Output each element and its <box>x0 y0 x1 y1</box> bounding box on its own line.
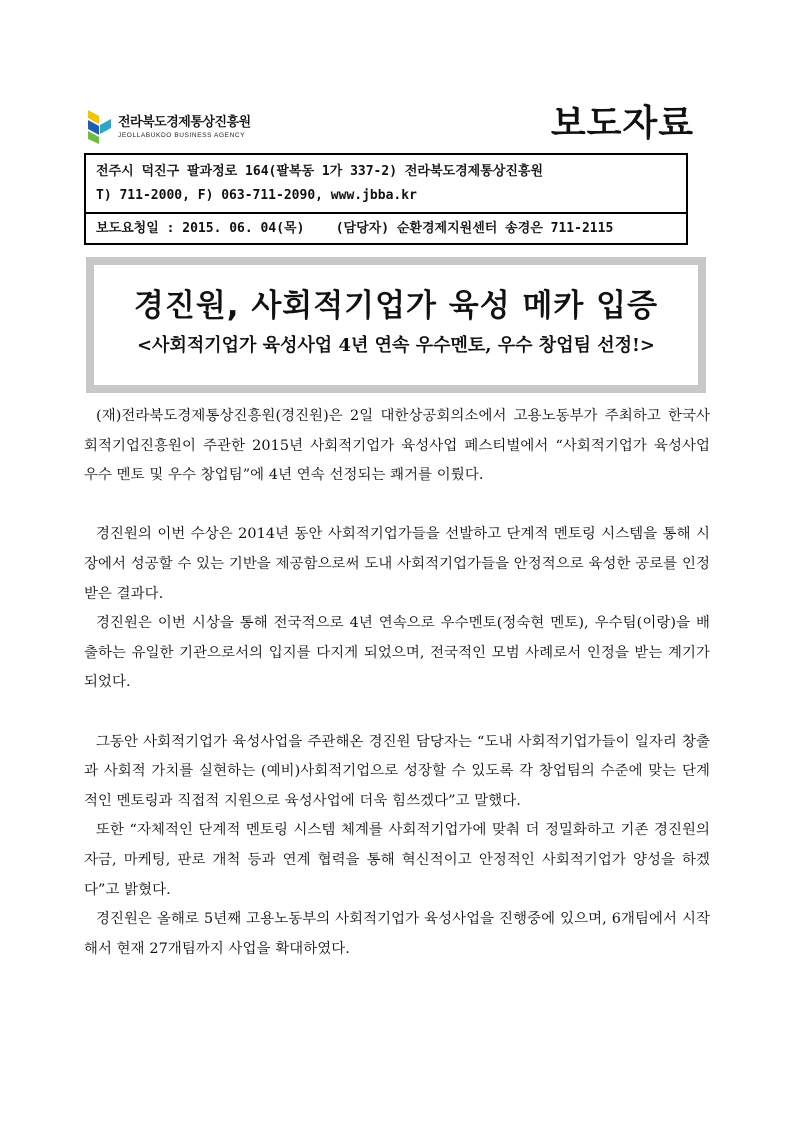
header-request-line: 보도요청일 : 2015. 06. 04(목) (담당자) 순환경제지원센터 송경은 711-2115 <box>96 221 614 236</box>
body-paragraph: 경진원은 올해로 5년째 고용노동부의 사회적기업가 육성사업을 진행중에 있으며, 6개팀에서 시작해서 현재 27개팀까지 사업을 확대하였다. <box>84 911 710 957</box>
headline-frame <box>86 257 706 393</box>
body-paragraph: (재)전라북도경제통상진흥원(경진원)은 2일 대한상공회의소에서 고용노동부가 주최하고 한국사회적기업진흥원이 주관한 2015년 사회적기업가 육성사업 페스티벌에서 “사회적기업가 육성사업 우수 멘토 및 우수 창업팀”에 4년 연속 선정되는 쾌거를 이뤘다. <box>84 408 710 484</box>
org-name-en: JEOLLABUKDO BUSINESS AGENCY <box>118 131 246 139</box>
body-paragraph: 또한 “자체적인 단계적 멘토링 시스템 체계를 사회적기업가에 맞춰 더 정밀화하고 기존 경진원의 자금, 마케팅, 판로 개척 등과 연계 협력을 통해 혁신적이고 안정적인 사회적기업가 양성을 하겠다”고 밝혔다. <box>84 822 710 898</box>
header-contact: T) 711-2000, F) 063-711-2090, www.jbba.kr <box>96 188 417 203</box>
body-paragraph: 그동안 사회적기업가 육성사업을 주관해온 경진원 담당자는 “도내 사회적기업가들이 일자리 창출과 사회적 가치를 실현하는 (예비)사회적기업으로 성장할 수 있도록 각 창업팀의 수준에 맞는 단계적인 멘토링과 직접적 지원으로 육성사업에 더욱 힘쓰겠다”고 말했다. <box>84 733 710 809</box>
subheadline: <사회적기업가 육성사업 4년 연속 우수멘토, 우수 창업팀 선정!> <box>136 335 656 356</box>
press-header-box <box>84 153 688 245</box>
body-paragraph: 경진원의 이번 수상은 2014년 동안 사회적기업가들을 선발하고 단계적 멘토링 시스템을 통해 시장에서 성공할 수 있는 기반을 제공함으로써 도내 사회적기업가들을 안정적으로 육성한 공로를 인정받은 결과다. <box>84 526 710 602</box>
org-logo <box>86 108 251 146</box>
org-logo-mark-icon <box>86 108 112 146</box>
header-address: 전주시 덕진구 팔과정로 164(팔복동 1가 337-2) 전라북도경제통상진흥원 <box>96 164 544 179</box>
body-paragraph: 경진원은 이번 시상을 통해 전국적으로 4년 연속으로 우수멘토(정숙현 멘토), 우수팀(이랑)을 배출하는 유일한 기관으로서의 입지를 다지게 되었으며, 전국적인 모범 사례로서 인정을 받는 계기가 되었다. <box>84 615 710 691</box>
headline: 경진원, 사회적기업가 육성 메카 입증 <box>133 288 659 324</box>
article-body <box>84 402 710 964</box>
org-name-ko: 전라북도경제통상진흥원 <box>118 114 251 130</box>
document-type-title: 보도자료 <box>550 103 694 144</box>
